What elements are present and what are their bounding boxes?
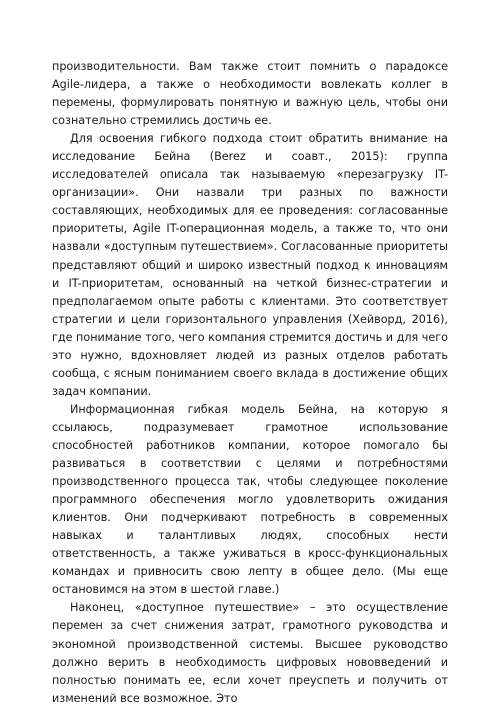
document-page — [52, 58, 448, 708]
paragraph-1: производительности. Вам также стоит помнить о парадоксе Agile-лидера, а также о необходимости вовлекать коллег в перемены, формулировать понятную и важную цель, чтобы они сознательно стремились достичь ее. — [52, 60, 448, 128]
paragraph-2: Для освоения гибкого подхода стоит обратить внимание на исследование Бейна (Berez и соавт., 2015): группа исследователей описала так называемую «перезагрузку IT-организации». Они назвали три разных по важности составляющих, необходимых для ее проведения: согласованные приоритеты, Agile IT-операционная модель, а также то, что они назвали «доступным путешествием». Согласованные приоритеты представляют общий и широко известный подход к инновациям и IT-приоритетам, основанный на четкой бизнес-стратегии и предполагаемом опыте работы с клиентами. Это соответствует стратегии и цели горизонтального управления (Хейворд, 2016), где понимание того, чего компания стремится достичь и для чего это нужно, вдохновляет людей из разных отделов работать сообща, с ясным пониманием своего вклада в достижение общих задач компании. — [52, 132, 448, 398]
paragraph-3: Информационная гибкая модель Бейна, на которую я ссылаюсь, подразумевает грамотное использование способностей работников компании, которое помогало бы развиваться в соответствии с целями и потребностями производственного процесса так, чтобы следующее поколение программного обеспечения могло удовлетворить ожидания клиентов. Они подчеркивают потребность в современных навыках и талантливых людях, способных нести ответственность, а также уживаться в кросс-функциональных командах и привносить свою лепту в общее дело. (Мы еще остановимся на этом в шестой главе.) — [52, 402, 448, 597]
paragraph-4: Наконец, «доступное путешествие» – это осуществление перемен за счет снижения затрат, грамотного руководства и экономной производственной системы. Высшее руководство должно верить в необходимость цифровых нововведений и полностью понимать ее, если хочет преуспеть и получить от изменений все возможное. Это — [52, 601, 448, 705]
